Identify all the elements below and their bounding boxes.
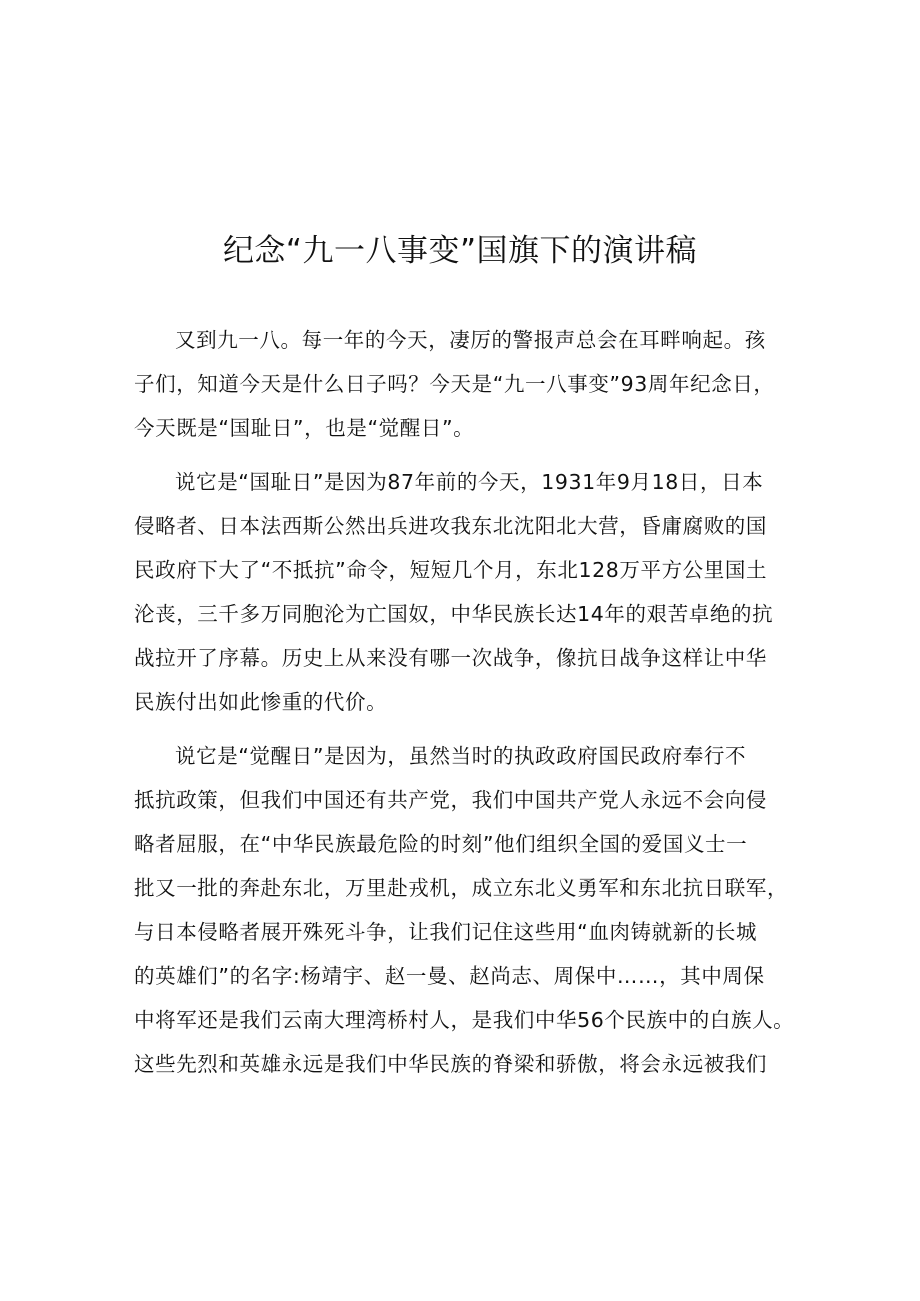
paragraph-line: 民族付出如此惨重的代价。 (134, 690, 388, 714)
paragraph-line: 略者屈服，在“中华民族最危险的时刻”他们组织全国的爱国义士一 (134, 832, 748, 856)
paragraph-line: 子们，知道今天是什么日子吗？今天是“九一八事变”93周年纪念日， (134, 372, 775, 396)
paragraph-line: 说它是“觉醒日”是因为，虽然当时的执政政府国民政府奉行不 (175, 744, 747, 768)
paragraph-line: 说它是“国耻日”是因为87年前的今天，1931年9月18日，日本 (175, 470, 764, 494)
document-body (134, 318, 794, 1096)
paragraph-line: 侵略者、日本法西斯公然出兵进攻我东北沈阳北大营，昏庸腐败的国 (134, 514, 767, 538)
paragraph-3 (134, 734, 794, 1086)
paragraph-line: 批又一批的奔赴东北，万里赴戎机，成立东北义勇军和东北抗日联军， (134, 876, 789, 900)
paragraph-line: 今天既是“国耻日”，也是“觉醒日”。 (134, 416, 475, 440)
paragraph-line: 的英雄们”的名字:杨靖宇、赵一曼、赵尚志、周保中……，其中周保 (134, 964, 765, 988)
paragraph-line: 沦丧，三千多万同胞沦为亡国奴，中华民族长达14年的艰苦卓绝的抗 (134, 602, 774, 626)
paragraph-line: 与日本侵略者展开殊死斗争，让我们记住这些用“血肉铸就新的长城 (134, 920, 758, 944)
paragraph-2 (134, 460, 794, 724)
paragraph-line: 这些先烈和英雄永远是我们中华民族的脊梁和骄傲，将会永远被我们 (134, 1052, 767, 1076)
paragraph-line: 中将军还是我们云南大理湾桥村人，是我们中华56个民族中的白族人。 (134, 1008, 795, 1032)
paragraph-line: 战拉开了序幕。历史上从来没有哪一次战争，像抗日战争这样让中华 (134, 646, 767, 670)
paragraph-line: 抵抗政策，但我们中国还有共产党，我们中国共产党人永远不会向侵 (134, 788, 767, 812)
paragraph-1 (134, 318, 794, 450)
page-title: 纪念“九一八事变”国旗下的演讲稿 (222, 233, 698, 269)
paragraph-line: 民政府下大了“不抵抗”命令，短短几个月，东北128万平方公里国土 (134, 558, 768, 582)
paragraph-line: 又到九一八。每一年的今天，凄厉的警报声总会在耳畔响起。孩 (175, 328, 766, 352)
